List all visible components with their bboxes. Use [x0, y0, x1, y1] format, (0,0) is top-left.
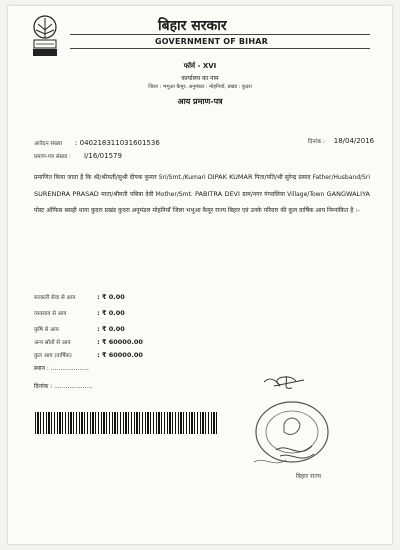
father-name: SURENDRA PRASAD	[34, 190, 99, 198]
para-part-4: ग्राम/नगर गंगवलिया Village/Town	[242, 191, 325, 198]
office-address: जिला : भभुआ कैमूर, अनुमंडल : मोहनियाँ, प्रखंड : कुदरा	[148, 84, 252, 90]
certification-paragraph	[34, 169, 370, 219]
income-label: अन्य स्रोतों से आय	[34, 340, 71, 346]
holder-name: DIPAK KUMAR	[207, 173, 253, 181]
barcode	[35, 412, 217, 434]
certificate-number-value: I/16/01579	[83, 152, 122, 160]
para-part-5: पोस्ट ऑफिस बसही थाना कुदरा प्रखंड कुदरा अनुमंडल मोहनियाँ जिला भभुआ कैमूर राज्य बिहार एवं उनके परिवार की कुल वार्षिक आय निम्नांकित है :-	[34, 207, 360, 214]
government-title-hindi: बिहार सरकार	[158, 18, 227, 34]
header-rule-bottom	[70, 48, 370, 49]
application-number-value: : 040218311031601536	[75, 139, 160, 147]
date-line: दिनांक : ....................	[34, 383, 93, 390]
government-title-english: GOVERNMENT OF BIHAR	[155, 37, 268, 46]
place-line: स्थान : ....................	[34, 365, 89, 372]
income-label: कुल आय (वार्षिक)	[34, 353, 72, 359]
para-part-3: माता/श्रीमती पबित्रा देवी Mother/Smt.	[101, 191, 193, 198]
income-label: कृषि से आय	[34, 327, 59, 333]
village-name: GANGWALIYA	[326, 190, 370, 198]
para-part-2: पिता/पति/श्री सुरेन्द्र प्रसाद Father/Husband/Sri	[254, 174, 370, 181]
income-value: : ₹ 0.00	[97, 309, 125, 317]
income-label: सरकारी सेवा से आय	[34, 295, 76, 301]
certificate-page	[8, 6, 392, 544]
issue-date	[308, 128, 374, 147]
income-row-total	[34, 342, 234, 361]
application-number-label: आवेदन संख्या	[34, 141, 62, 147]
official-seal-and-signature	[234, 372, 354, 484]
income-value: : ₹ 0.00	[97, 325, 125, 333]
issue-date-value: 18/04/2016	[333, 137, 375, 145]
certificate-title: आय प्रमाण-पत्र	[177, 97, 223, 106]
mother-name: PABITRA DEVI	[195, 190, 240, 198]
certificate-number	[34, 143, 122, 162]
form-number: फॉर्म - XVI	[183, 62, 217, 70]
para-part-1: प्रमाणित किया जाता है कि श्री/श्रीमती/सुश्री दीपक कुमार Sri/Smt./Kumari	[34, 174, 206, 181]
income-label: व्यवसाय से आय	[34, 311, 67, 317]
office-name: कार्यालय का नाम	[181, 75, 219, 82]
income-value: : ₹ 0.00	[97, 293, 125, 301]
stamp-caption: बिहार राज्य	[296, 473, 322, 480]
certificate-number-label: प्रमाण-पत्र संख्या :	[34, 154, 71, 160]
issue-date-label: दिनांक :	[308, 139, 325, 145]
bodhi-tree-emblem-icon	[28, 14, 62, 60]
income-value: : ₹ 60000.00	[97, 338, 143, 346]
income-value: : ₹ 60000.00	[97, 351, 143, 359]
